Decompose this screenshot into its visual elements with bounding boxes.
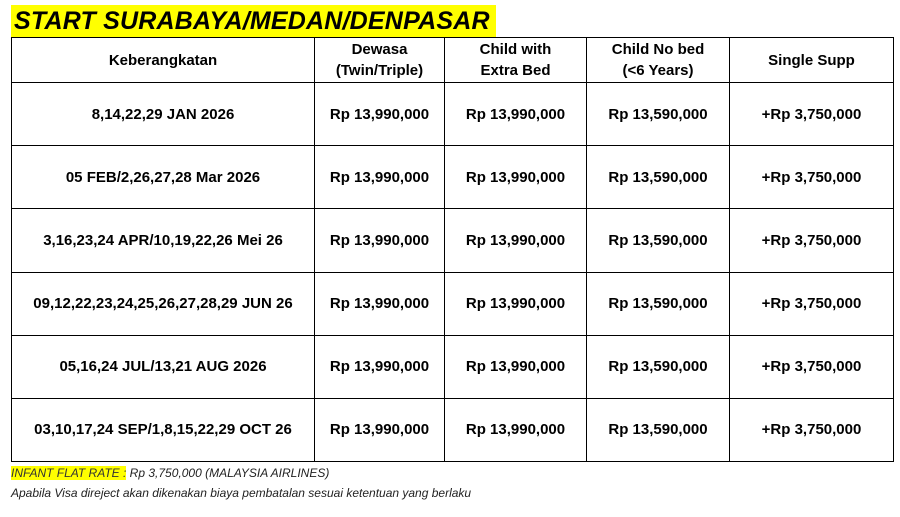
adult-price-cell: Rp 13,990,000 <box>315 272 445 335</box>
infant-rate-label: INFANT FLAT RATE : <box>11 466 127 480</box>
departure-cell: 03,10,17,24 SEP/1,8,15,22,29 OCT 26 <box>12 398 315 461</box>
departure-cell: 3,16,23,24 APR/10,19,22,26 Mei 26 <box>12 209 315 272</box>
child-extra-bed-price-cell: Rp 13,990,000 <box>445 398 587 461</box>
child-no-bed-price-cell: Rp 13,590,000 <box>587 335 730 398</box>
adult-price-cell: Rp 13,990,000 <box>315 209 445 272</box>
child-no-bed-price-cell: Rp 13,590,000 <box>587 272 730 335</box>
table-row <box>12 398 894 461</box>
header-departure: Keberangkatan <box>12 38 315 83</box>
single-supp-price-cell: +Rp 3,750,000 <box>730 146 894 209</box>
child-extra-bed-price-cell: Rp 13,990,000 <box>445 335 587 398</box>
single-supp-price-cell: +Rp 3,750,000 <box>730 209 894 272</box>
table-row <box>12 335 894 398</box>
child-no-bed-price-cell: Rp 13,590,000 <box>587 83 730 146</box>
departure-cell: 05,16,24 JUL/13,21 AUG 2026 <box>12 335 315 398</box>
child-extra-bed-price-cell: Rp 13,990,000 <box>445 83 587 146</box>
adult-price-cell: Rp 13,990,000 <box>315 398 445 461</box>
header-child-no-bed: Child No bed (<6 Years) <box>587 38 730 83</box>
table-row <box>12 83 894 146</box>
child-extra-bed-price-cell: Rp 13,990,000 <box>445 272 587 335</box>
table-row <box>12 272 894 335</box>
adult-price-cell: Rp 13,990,000 <box>315 83 445 146</box>
infant-rate-note <box>11 465 329 482</box>
table-row <box>12 209 894 272</box>
child-no-bed-price-cell: Rp 13,590,000 <box>587 398 730 461</box>
departure-cell: 09,12,22,23,24,25,26,27,28,29 JUN 26 <box>12 272 315 335</box>
price-table <box>11 37 894 462</box>
page-title: START SURABAYA/MEDAN/DENPASAR <box>11 5 496 37</box>
header-child-extra-bed: Child with Extra Bed <box>445 38 587 83</box>
infant-rate-value: Rp 3,750,000 (MALAYSIA AIRLINES) <box>126 466 330 480</box>
departure-cell: 8,14,22,29 JAN 2026 <box>12 83 315 146</box>
header-single-supp: Single Supp <box>730 38 894 83</box>
adult-price-cell: Rp 13,990,000 <box>315 146 445 209</box>
table-row <box>12 146 894 209</box>
child-no-bed-price-cell: Rp 13,590,000 <box>587 146 730 209</box>
child-extra-bed-price-cell: Rp 13,990,000 <box>445 146 587 209</box>
single-supp-price-cell: +Rp 3,750,000 <box>730 83 894 146</box>
adult-price-cell: Rp 13,990,000 <box>315 335 445 398</box>
visa-note: Apabila Visa direject akan dikenakan biaya pembatalan sesuai ketentuan yang berlaku <box>11 486 472 500</box>
header-adult: Dewasa (Twin/Triple) <box>315 38 445 83</box>
departure-cell: 05 FEB/2,26,27,28 Mar 2026 <box>12 146 315 209</box>
single-supp-price-cell: +Rp 3,750,000 <box>730 398 894 461</box>
table-header-row <box>12 38 894 83</box>
single-supp-price-cell: +Rp 3,750,000 <box>730 272 894 335</box>
child-no-bed-price-cell: Rp 13,590,000 <box>587 209 730 272</box>
single-supp-price-cell: +Rp 3,750,000 <box>730 335 894 398</box>
child-extra-bed-price-cell: Rp 13,990,000 <box>445 209 587 272</box>
